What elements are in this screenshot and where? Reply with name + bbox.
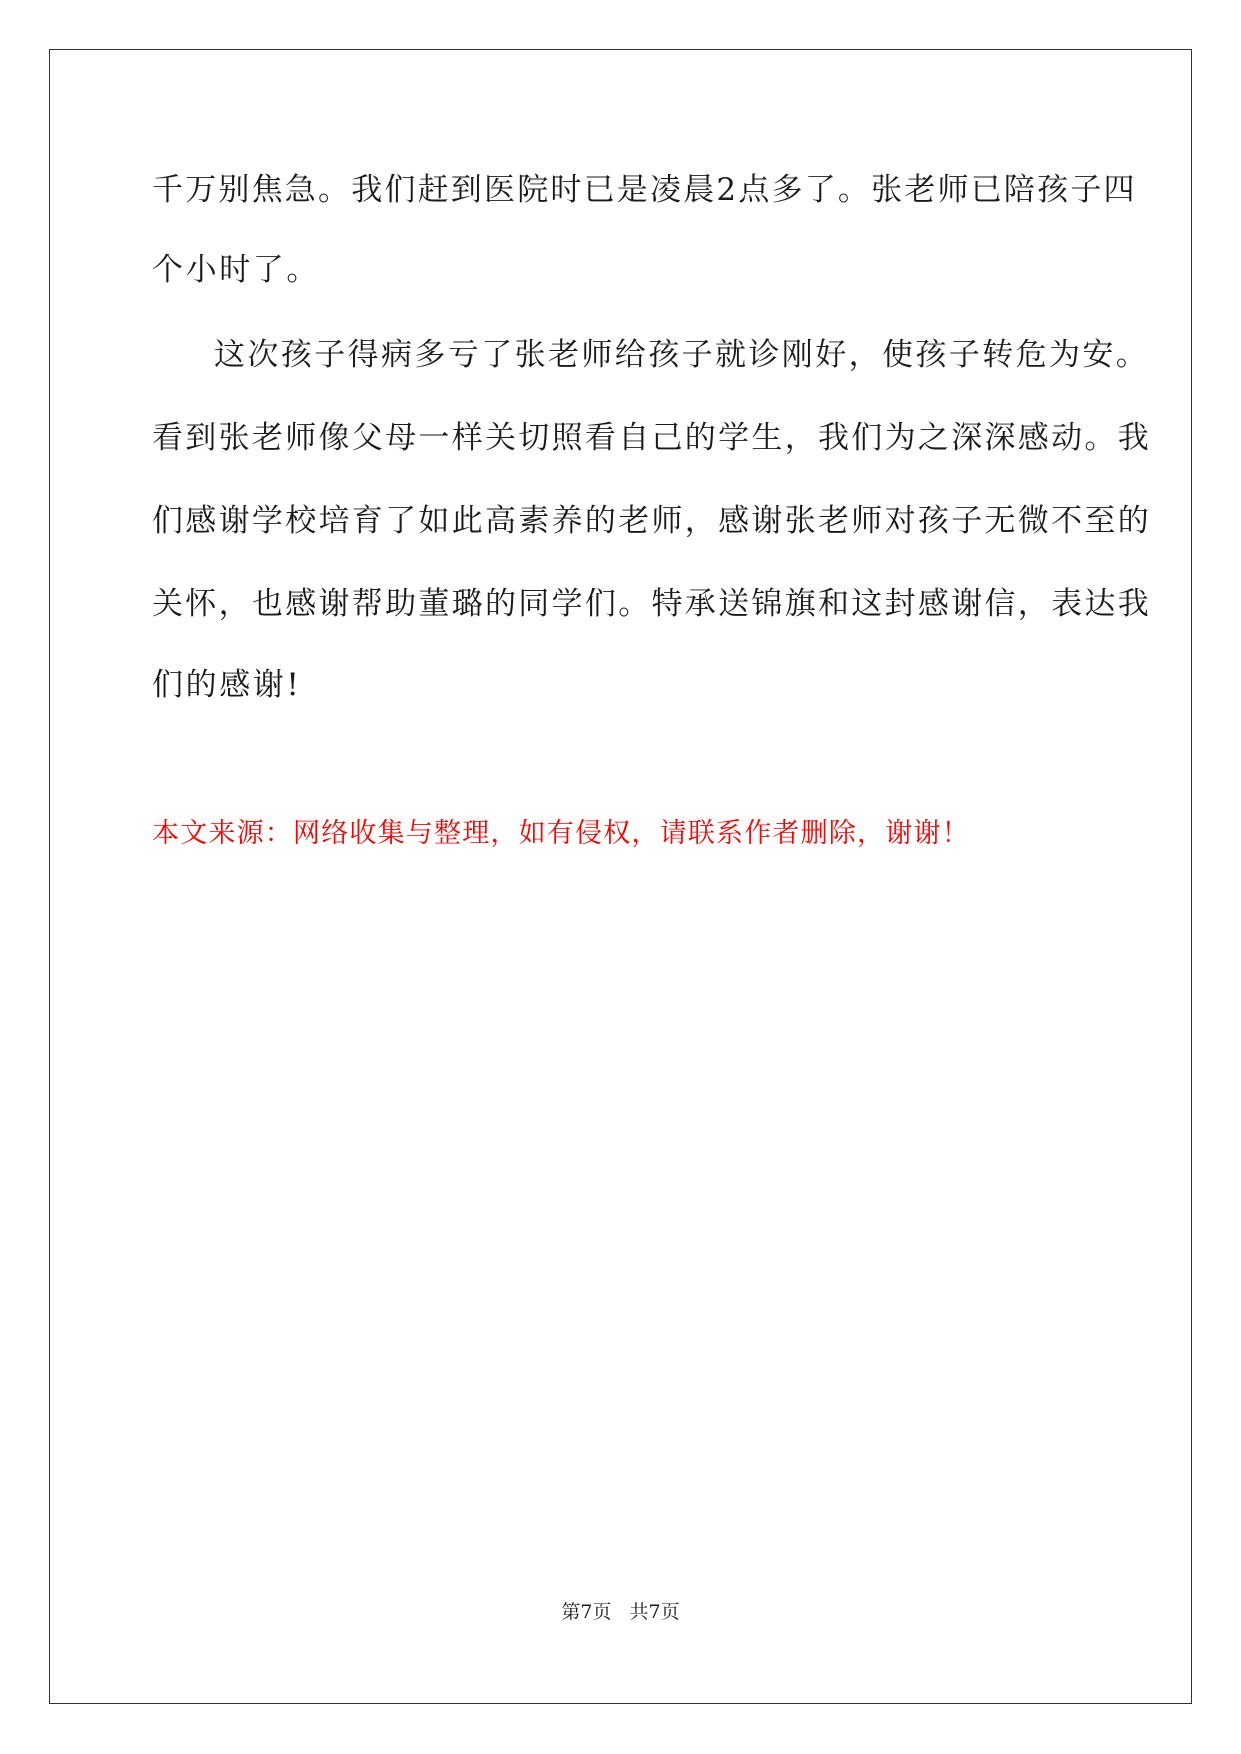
body-text-line: 们感谢学校培育了如此高素养的老师，感谢张老师对孩子无微不至的 <box>152 503 1151 539</box>
body-text-line: 千万别焦急。我们赶到医院时已是凌晨2点多了。张老师已陪孩子四 <box>152 172 1137 208</box>
body-text-line: 个小时了。 <box>152 252 320 288</box>
page-footer <box>0 1600 1241 1624</box>
body-text-line: 们的感谢! <box>152 667 302 703</box>
page-total: 共7页 <box>629 1601 680 1623</box>
page-number: 第7页 <box>561 1601 612 1623</box>
body-text-line: 看到张老师像父母一样关切照看自己的学生，我们为之深深感动。我 <box>152 420 1151 456</box>
body-text-line: 关怀，也感谢帮助董璐的同学们。特承送锦旗和这封感谢信，表达我 <box>152 586 1151 622</box>
body-text-line: 这次孩子得病多亏了张老师给孩子就诊刚好，使孩子转危为安。 <box>214 337 1150 373</box>
page-border <box>49 49 1192 1704</box>
source-disclaimer: 本文来源：网络收集与整理，如有侵权，请联系作者删除，谢谢！ <box>152 818 970 849</box>
